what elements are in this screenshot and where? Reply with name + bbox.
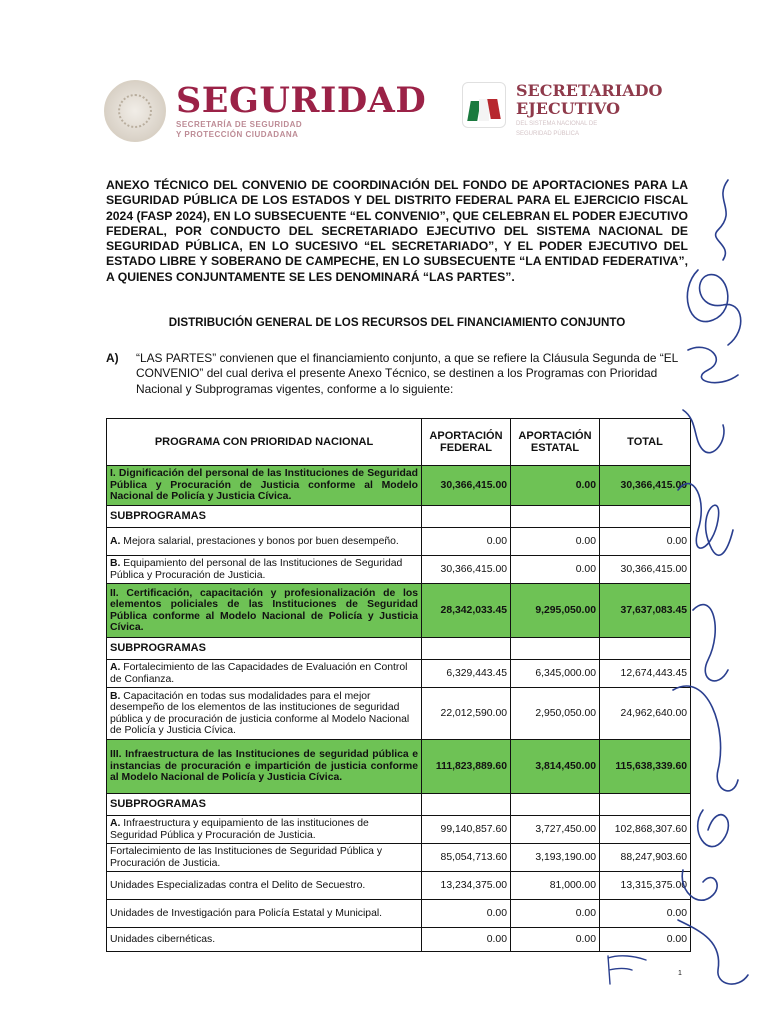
federal-cell: 111,823,889.60 [422, 740, 511, 794]
seguridad-logo-title: SEGURIDAD [176, 80, 427, 121]
subprogramas-label: SUBPROGRAMAS [107, 794, 422, 816]
estatal-cell: 3,193,190.00 [511, 844, 600, 872]
estatal-cell: 9,295,050.00 [511, 584, 600, 638]
subprogram-desc: Unidades Especializadas contra el Delito de Secuestro. [107, 872, 422, 900]
federal-cell: 22,012,590.00 [422, 688, 511, 740]
estatal-cell: 0.00 [511, 466, 600, 506]
flag-badge-icon [462, 82, 506, 128]
total-cell: 30,366,415.00 [600, 466, 691, 506]
initials-signature-8 [698, 810, 729, 847]
table-row [107, 900, 691, 928]
program-desc: II. Certificación, capacitación y profesionalización de los elementos policiales de las Instituciones de Seguridad Pública conforme al Modelo Nacional de Policía y Justicia Cívica. [107, 584, 422, 638]
table-row [107, 660, 691, 688]
distribution-title: DISTRIBUCIÓN GENERAL DE LOS RECURSOS DEL FINANCIAMIENTO CONJUNTO [168, 316, 626, 329]
total-cell: 37,637,083.45 [600, 584, 691, 638]
secretariado-subtitle-2: SEGURIDAD PÚBLICA [516, 131, 580, 137]
margin-signatures [668, 170, 768, 1010]
table-row [107, 528, 691, 556]
initials-signature-10 [678, 920, 748, 984]
secretariado-title-2: EJECUTIVO [516, 99, 621, 118]
seguridad-logo-subtitle-2: Y PROTECCIÓN CIUDADANA [176, 130, 299, 139]
initials-signature-4 [683, 410, 724, 453]
total-cell: 0.00 [600, 900, 691, 928]
document-heading: ANEXO TÉCNICO DEL CONVENIO DE COORDINACIÓN DEL FONDO DE APORTACIONES PARA LA SEGURIDAD PÚBLICA DE LOS ESTADOS Y DEL DISTRITO FEDERAL PARA EL EJERCICIO FISCAL 2024 (FASP 2024), EN LO SUBSECUENTE “EL CONVENIO”, QUE CELEBRAN EL PODER EJECUTIVO FEDERAL, POR CONDUCTO DEL SECRETARIADO EJECUTIVO DEL SISTEMA NACIONAL DE SEGURIDAD PÚBLICA, EN LO SUCESIVO “EL SECRETARIADO”, Y EL PODER EJECUTIVO DEL ESTADO LIBRE Y SOBERANO DE CAMPECHE, EN LO SUBSECUENTE “LA ENTIDAD FEDERATIVA”, A QUIENES CONJUNTAMENTE SE LES DENOMINARÁ “LAS PARTES”. [106, 178, 688, 284]
estatal-cell: 3,727,450.00 [511, 816, 600, 844]
table-row [107, 688, 691, 740]
table-row-subprogramas [107, 794, 691, 816]
subprogram-desc: Unidades cibernéticas. [107, 928, 422, 952]
table-row-subprogramas [107, 506, 691, 528]
table-row-subprogramas [107, 638, 691, 660]
total-cell: 24,962,640.00 [600, 688, 691, 740]
subprogramas-label: SUBPROGRAMAS [107, 506, 422, 528]
secretariado-subtitle-1: DEL SISTEMA NACIONAL DE [516, 121, 598, 127]
footer-signature [600, 950, 660, 990]
table-row-program [107, 584, 691, 638]
estatal-cell: 0.00 [511, 556, 600, 584]
initials-signature-9 [682, 870, 717, 900]
header-estatal: APORTACIÓN ESTATAL [511, 419, 600, 466]
subprogram-desc: Fortalecimiento de las Instituciones de Seguridad Pública y Procuración de Justicia. [107, 844, 422, 872]
subprogram-desc: A. Infraestructura y equipamiento de las instituciones de Seguridad Pública y Procuración de Justicia. [107, 816, 422, 844]
estatal-cell: 0.00 [511, 928, 600, 952]
secretariado-title-1: SECRETARIADO [516, 81, 663, 100]
header-total: TOTAL [600, 419, 691, 466]
table-row [107, 928, 691, 952]
seguridad-logo [104, 80, 426, 142]
total-cell: 88,247,903.60 [600, 844, 691, 872]
program-desc: III. Infraestructura de las Instituciones de seguridad pública e instancias de procuración e impartición de justicia conforme al Modelo Nacional de Policía y Justicia Cívica. [107, 740, 422, 794]
total-cell: 12,674,443.45 [600, 660, 691, 688]
table-header-row [107, 419, 691, 466]
table-row-program [107, 740, 691, 794]
seguridad-logo-subtitle-1: SECRETARÍA DE SEGURIDAD [176, 120, 303, 129]
federal-cell: 99,140,857.60 [422, 816, 511, 844]
subprogram-desc: A. Mejora salarial, prestaciones y bonos por buen desempeño. [107, 528, 422, 556]
initials-signature-5 [678, 484, 733, 556]
header-federal: APORTACIÓN FEDERAL [422, 419, 511, 466]
total-cell: 30,366,415.00 [600, 556, 691, 584]
estatal-cell: 0.00 [511, 900, 600, 928]
table-row [107, 844, 691, 872]
table-row [107, 556, 691, 584]
table-row-program [107, 466, 691, 506]
paragraph-letter: A) [106, 351, 119, 365]
table-row [107, 816, 691, 844]
table-row [107, 872, 691, 900]
federal-cell: 30,366,415.00 [422, 466, 511, 506]
total-cell: 13,315,375.00 [600, 872, 691, 900]
estatal-cell: 81,000.00 [511, 872, 600, 900]
estatal-cell: 3,814,450.00 [511, 740, 600, 794]
initials-signature-2 [687, 270, 740, 345]
federal-cell: 0.00 [422, 900, 511, 928]
national-seal-icon [104, 80, 166, 142]
initials-signature-7 [673, 686, 738, 791]
federal-cell: 85,054,713.60 [422, 844, 511, 872]
subprogramas-label: SUBPROGRAMAS [107, 638, 422, 660]
federal-cell: 0.00 [422, 528, 511, 556]
paragraph-a [106, 351, 688, 397]
subprogram-desc: B. Capacitación en todas sus modalidades para el mejor desempeño de los elementos de las instituciones de seguridad pública y de procuración de justicia conforme al Modelo Nacional de Policía y Justicia Cívica. [107, 688, 422, 740]
secretariado-logo [462, 82, 662, 138]
initials-signature-6 [693, 605, 728, 681]
federal-cell: 30,366,415.00 [422, 556, 511, 584]
estatal-cell: 6,345,000.00 [511, 660, 600, 688]
page-number: 1 [678, 970, 682, 977]
federal-cell: 13,234,375.00 [422, 872, 511, 900]
estatal-cell: 2,950,050.00 [511, 688, 600, 740]
initials-signature-1 [716, 180, 728, 260]
program-desc: I. Dignificación del personal de las Instituciones de Seguridad Pública y Procuración de Justicia conforme al Modelo Nacional de Policía y Justicia Cívica. [107, 466, 422, 506]
total-cell: 115,638,339.60 [600, 740, 691, 794]
total-cell: 0.00 [600, 928, 691, 952]
subprogram-desc: Unidades de Investigación para Policía Estatal y Municipal. [107, 900, 422, 928]
header-programa: PROGRAMA CON PRIORIDAD NACIONAL [107, 419, 422, 466]
estatal-cell: 0.00 [511, 528, 600, 556]
federal-cell: 0.00 [422, 928, 511, 952]
financing-table [106, 418, 691, 952]
subprogram-desc: A. Fortalecimiento de las Capacidades de Evaluación en Control de Confianza. [107, 660, 422, 688]
subprogram-desc: B. Equipamiento del personal de las Instituciones de Seguridad Pública y Procuración de Justicia. [107, 556, 422, 584]
federal-cell: 28,342,033.45 [422, 584, 511, 638]
total-cell: 0.00 [600, 528, 691, 556]
federal-cell: 6,329,443.45 [422, 660, 511, 688]
paragraph-text: “LAS PARTES” convienen que el financiamiento conjunto, a que se refiere la Cláusula Segunda de “EL CONVENIO” del cual deriva el presente Anexo Técnico, se destinen a los Programas con Prioridad Nacional y Subprogramas vigentes, conforme a lo siguiente: [136, 351, 678, 396]
initials-signature-3 [688, 347, 738, 382]
total-cell: 102,868,307.60 [600, 816, 691, 844]
